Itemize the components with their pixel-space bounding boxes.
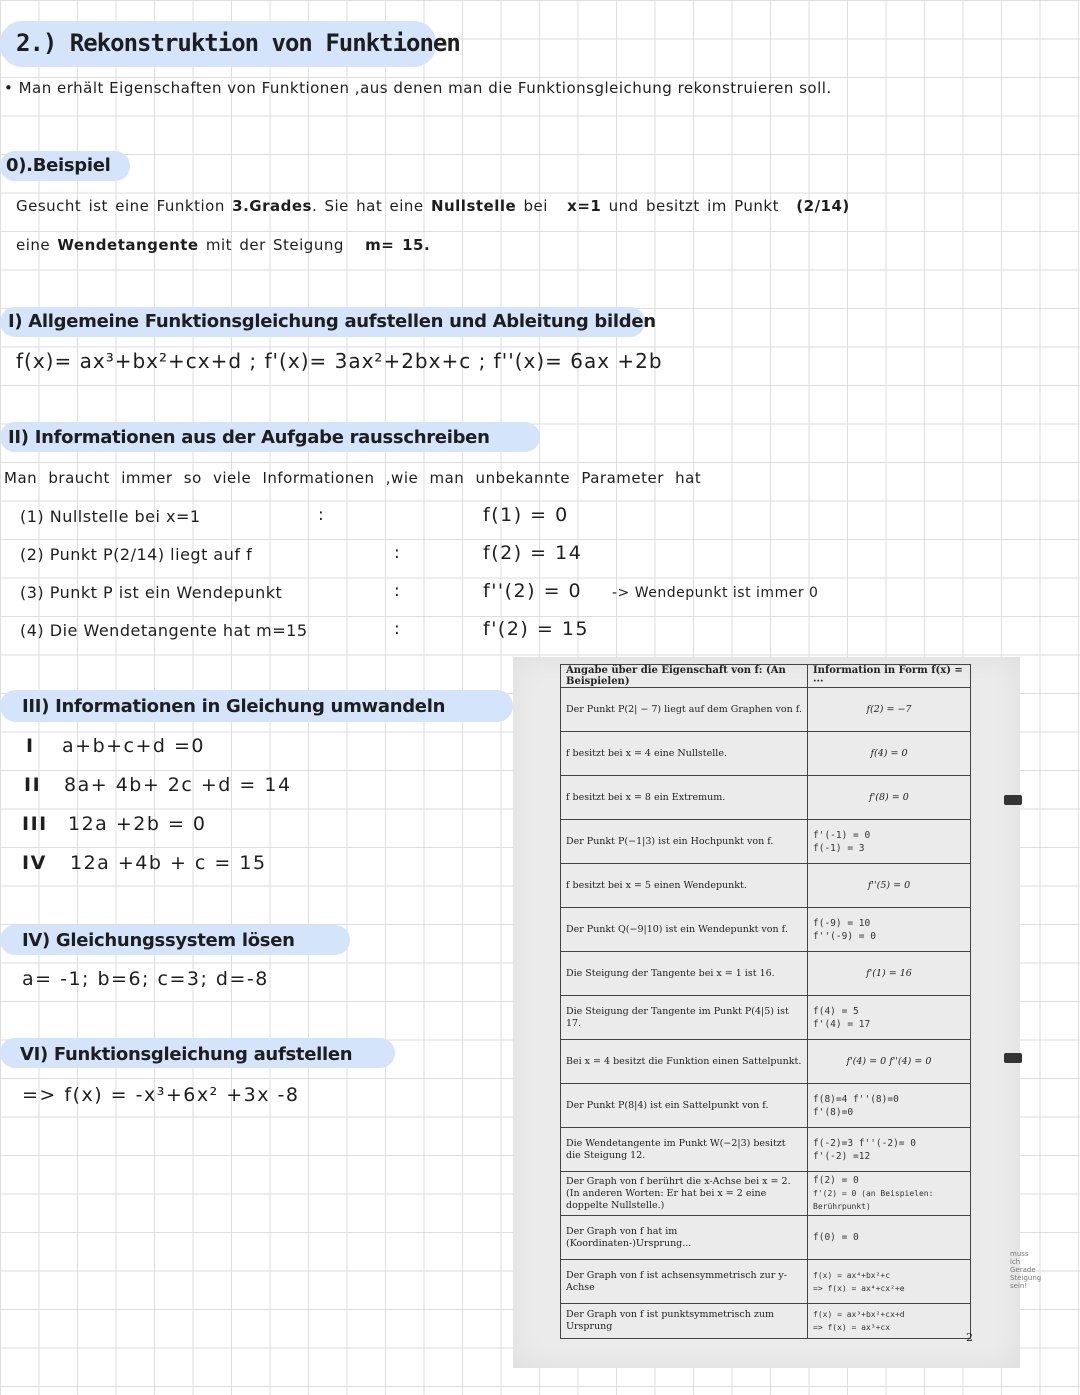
row-information [808,1128,971,1172]
row-information [808,1260,971,1304]
table-row [561,908,971,952]
table-header-right: Information in Form f(x) = ··· [808,665,971,688]
row-description: Die Wendetangente im Punkt W(−2|3) besitzt die Steigung 12. [561,1128,808,1172]
step4-heading: IV) Gleichungssystem lösen [22,930,295,951]
row-description: Der Graph von f hat im (Koordinaten-)Ursprung... [561,1216,808,1260]
row-handwritten: f(-1) = 3 [813,842,865,854]
row-information [808,1172,971,1216]
row-description: Der Punkt Q(−9|10) ist ein Wendepunkt von f. [561,908,808,952]
table-row [561,1304,971,1339]
example-text-2c: mit der Steigung [205,236,344,254]
step3-heading: III) Informationen in Gleichung umwandeln [22,696,446,717]
step2-note: Man braucht immer so viele Informationen ,wie man unbekannte Parameter hat [4,469,702,487]
table-header-row [561,665,971,688]
page-number: 2 [966,1331,973,1344]
row-handwritten: f'(8)=0 [813,1106,854,1118]
row-description: Der Graph von f ist achsensymmetrisch zur y-Achse [561,1260,808,1304]
table-row [561,1216,971,1260]
equation-num-4: IV [22,852,47,874]
row-information [808,952,971,996]
table-row [561,1172,971,1216]
row-printed: f(2) = −7 [866,704,912,715]
row-handwritten: f(0) = 0 [813,1232,859,1243]
row-handwritten: f(-9) = 10 [813,917,871,929]
table-row [561,820,971,864]
table-row [561,688,971,732]
example-slope: m= 15. [365,236,431,254]
row-printed: f'(8) = 0 [869,792,909,803]
step5-heading: VI) Funktionsgleichung aufstellen [20,1044,353,1065]
row-description: Der Graph von f ist punktsymmetrisch zum Ursprung [561,1304,808,1339]
info-sep-3: : [394,581,401,601]
row-handwritten: f(4) = 5 [813,1005,859,1017]
equation-num-1: I [26,735,35,757]
table-row [561,776,971,820]
table-row [561,1040,971,1084]
equation-4: 12a +4b + c = 15 [70,852,267,874]
info-eq-4: f'(2) = 15 [483,618,590,640]
info-eq-1: f(1) = 0 [483,504,569,526]
row-description: Der Graph von f berührt die x-Achse bei x = 2. (In anderen Worten: Er hat bei x = 2 eine doppelte Nullstelle.) [561,1172,808,1216]
example-text-c: . Sie hat eine [311,197,424,215]
example-text-e: bei [523,197,548,215]
equation-num-3: III [22,813,48,835]
equation-3: 12a +2b = 0 [68,813,207,835]
page-title: 2.) Rekonstruktion von Funktionen [16,29,460,57]
row-handwritten: f'(4) = 17 [813,1018,871,1030]
example-line-2 [16,236,430,254]
row-handwritten: f(-2)=3 f''(-2)= 0 [813,1137,916,1149]
row-handwritten: f(x) = ax³+bx²+cx+d [813,1310,905,1319]
row-description: f besitzt bei x = 5 einen Wendepunkt. [561,864,808,908]
row-information [808,864,971,908]
info-comment-3: -> Wendepunkt ist immer 0 [612,585,819,601]
info-sep-1: : [318,505,325,525]
example-degree: 3.Grades [232,197,312,215]
example-point: (2/14) [796,197,850,215]
row-information [808,820,971,864]
table-header-left: Angabe über die Eigenschaft von f: (An Beispielen) [561,665,808,688]
equation-2: 8a+ 4b+ 2c +d = 14 [64,774,292,796]
step2-heading: II) Informationen aus der Aufgabe rausschreiben [8,427,490,448]
info-sep-4: : [394,619,401,639]
binder-clip-icon [1004,795,1022,805]
row-description: f besitzt bei x = 8 ein Extremum. [561,776,808,820]
row-handwritten: f(8)=4 f''(8)=0 [813,1093,899,1105]
properties-table [560,664,971,1339]
equation-num-2: II [24,774,42,796]
row-information [808,732,971,776]
row-handwritten: f'(-1) = 0 [813,829,871,841]
example-text-2a: eine [16,236,51,254]
example-heading: 0).Beispiel [6,155,111,176]
row-description: Die Steigung der Tangente bei x = 1 ist 16. [561,952,808,996]
row-description: f besitzt bei x = 4 eine Nullstelle. [561,732,808,776]
row-handwritten: => f(x) = ax⁴+cx²+e [813,1283,905,1293]
table-row [561,732,971,776]
row-printed: f''(5) = 0 [867,880,911,891]
row-handwritten: f'(-2) =12 [813,1150,871,1162]
info-item-3: (3) Punkt P ist ein Wendepunkt [20,583,283,602]
row-information [808,1304,971,1339]
row-handwritten: f(x) = ax⁴+bx²+c [813,1270,891,1280]
equation-1: a+b+c+d =0 [62,735,206,757]
row-handwritten: => f(x) = ax³+cx [813,1323,891,1332]
row-handwritten: f(2) = 0 [813,1175,859,1186]
example-tangent: Wendetangente [57,236,199,254]
row-information [808,996,971,1040]
table-row [561,1128,971,1172]
row-information [808,1040,971,1084]
row-information [808,776,971,820]
step1-heading: I) Allgemeine Funktionsgleichung aufstellen und Ableitung bilden [8,311,656,332]
intro-text: • Man erhält Eigenschaften von Funktionen ,aus denen man die Funktionsgleichung rekonstruieren soll. [4,79,832,97]
info-sep-2: : [394,543,401,563]
row-information [808,908,971,952]
table-row [561,952,971,996]
side-note: muss ich Gerade Steigung sein! [1010,1250,1042,1290]
binder-clip-icon [1004,1053,1022,1063]
example-line-1 [16,197,850,215]
row-printed: f'(4) = 0 f''(4) = 0 [846,1056,932,1067]
table-row [561,1260,971,1304]
example-text-a: Gesucht ist eine Funktion [16,197,225,215]
row-information [808,1216,971,1260]
row-description: Der Punkt P(2| − 7) liegt auf dem Graphen von f. [561,688,808,732]
row-description: Der Punkt P(−1|3) ist ein Hochpunkt von f. [561,820,808,864]
info-item-1: (1) Nullstelle bei x=1 [20,507,201,526]
row-handwritten: f'(2) = 0 (an Beispielen: Berührpunkt) [813,1189,934,1211]
info-item-2: (2) Punkt P(2/14) liegt auf f [20,545,253,564]
info-eq-3: f''(2) = 0 [483,580,583,602]
table-row [561,1084,971,1128]
row-printed: f(4) = 0 [870,748,908,759]
row-printed: f'(1) = 16 [866,968,912,979]
table-row [561,864,971,908]
row-description: Der Punkt P(8|4) ist ein Sattelpunkt von f. [561,1084,808,1128]
info-eq-2: f(2) = 14 [483,542,583,564]
example-x: x=1 [567,197,602,215]
step4-solution: a= -1; b=6; c=3; d=-8 [22,968,269,990]
row-information [808,688,971,732]
step5-result: => f(x) = -x³+6x² +3x -8 [22,1084,300,1106]
info-item-4: (4) Die Wendetangente hat m=15 [20,621,308,640]
example-text-g: und besitzt im Punkt [608,197,779,215]
row-description: Die Steigung der Tangente im Punkt P(4|5) ist 17. [561,996,808,1040]
row-handwritten: f''(-9) = 0 [813,930,876,942]
step1-formula: f(x)= ax³+bx²+cx+d ; f'(x)= 3ax²+2bx+c ; f''(x)= 6ax +2b [16,349,663,373]
row-information [808,1084,971,1128]
row-description: Bei x = 4 besitzt die Funktion einen Sattelpunkt. [561,1040,808,1084]
example-zero: Nullstelle [430,197,517,215]
table-row [561,996,971,1040]
